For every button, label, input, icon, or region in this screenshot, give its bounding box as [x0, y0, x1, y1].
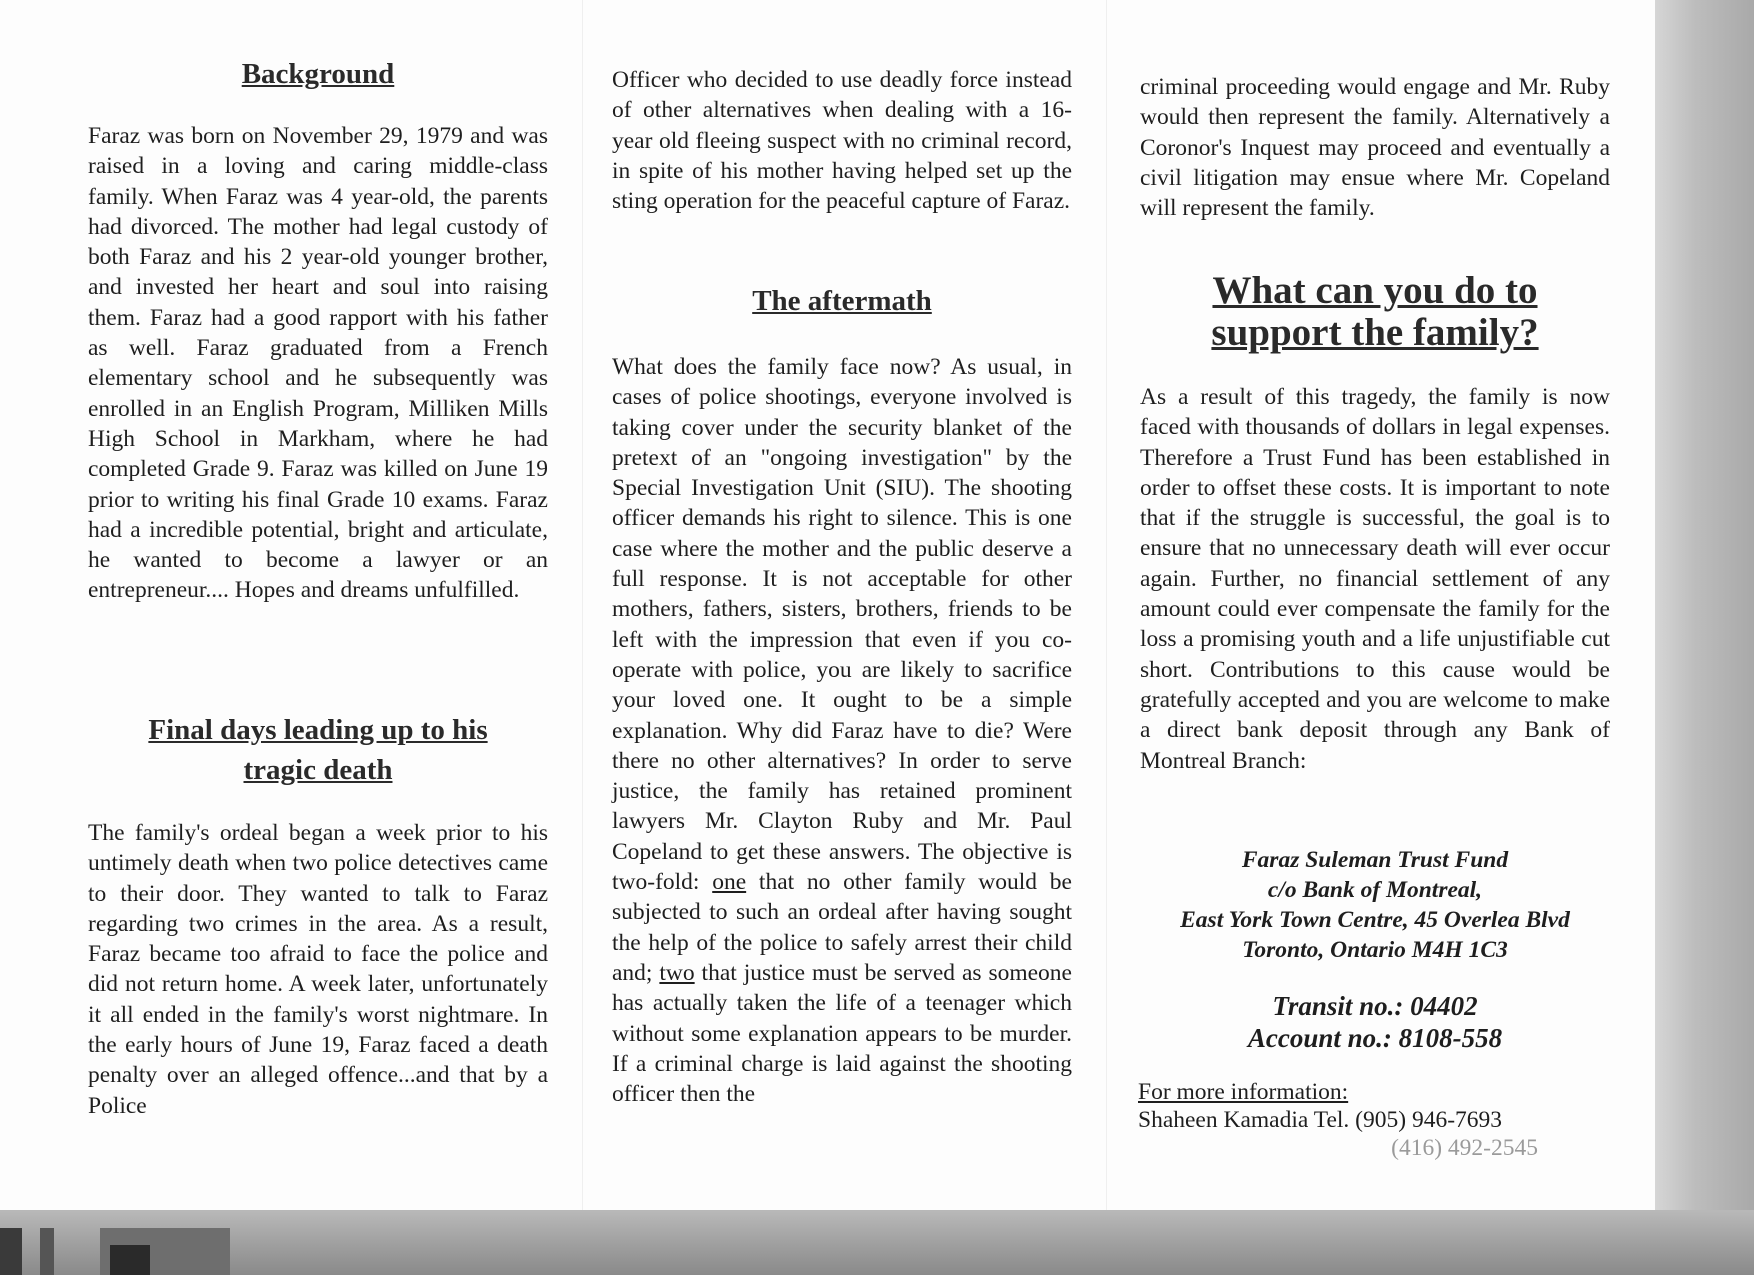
scanner-right-edge: [1655, 0, 1754, 1275]
support-heading-line2: support the family?: [1211, 311, 1539, 354]
contact-info: [1138, 1078, 1608, 1162]
continuation-paragraph-middle: Officer who decided to use deadly force instead of other alternatives when dealing with a 16-year old fleeing suspect with no criminal record, in spite of his mother having helped set up the sting operation for the peaceful capture of Faraz.: [612, 67, 1072, 215]
account-number: Account no.: 8108-558: [1247, 1023, 1503, 1053]
fund-city: Toronto, Ontario M4H 1C3: [1242, 937, 1508, 963]
underlined-word-one: one: [712, 869, 747, 896]
aftermath-paragraph: [612, 352, 1072, 1109]
fund-care-of: c/o Bank of Montreal,: [1267, 877, 1483, 903]
final-days-paragraph: The family's ordeal began a week prior to his untimely death when two police detectives came to their door. They wanted to talk to Faraz regarding two crimes in the area. As a result, Faraz became too afraid to face the police and did not return home. A week later, unfortunately it all ended in the family's worst nightmare. In the early hours of June 19, Faraz faced a death penalty over an alleged offence...and that by a Police: [88, 820, 548, 1119]
continuation-paragraph-right: criminal proceeding would engage and Mr. Ruby would then represent the family. Alternatively a Coronor's Inquest may proceed and eventually a civil litigation may ensue where Mr. Copeland will represent the family.: [1140, 74, 1610, 222]
support-heading: [1140, 270, 1610, 354]
contact-line: Shaheen Kamadia Tel. (905) 946-7693: [1138, 1107, 1503, 1133]
final-days-heading: [88, 710, 548, 790]
aftermath-text-c: that justice must be served as someone has actually taken the life of a teenager which without some explanation appears to be murder. If a criminal charge is laid against the shooting officer then the: [612, 959, 1072, 1108]
aftermath-heading: The aftermath: [752, 285, 932, 317]
fund-street: East York Town Centre, 45 Overlea Blvd: [1180, 907, 1570, 933]
scanner-clip-shadow: [0, 1228, 22, 1275]
aftermath-text-b: that no other family would be subjected to such an ordeal after having sought the help of the police to safely arrest their child and;: [612, 869, 1072, 986]
fold-line-left: [582, 0, 583, 1210]
bank-numbers: [1140, 990, 1610, 1054]
scanner-clip-shadow: [110, 1245, 150, 1275]
aftermath-text-a: What does the family face now? As usual, in cases of police shootings, everyone involved is taking cover under the security blanket of the pretext of an "ongoing investigation" by the Special Investigation Unit (SIU). The shooting officer demands his right to silence. This is one case where the mother and the public deserve a full response. It is not acceptable for other mothers, fathers, sisters, brothers, friends to be left with the impression that even if you co-operate with police, you are likely to sacrifice your loved one. It ought to be a simple explanation. Why did Faraz have to die? Were there no other alternatives? In order to serve justice, the family has retained prominent lawyers Mr. Clayton Ruby and Mr. Paul Copeland to get these answers. The objective is two-fold:: [612, 354, 1072, 896]
final-days-heading-line2: tragic death: [243, 754, 393, 786]
background-heading: Background: [241, 58, 395, 90]
contact-label: For more information:: [1138, 1079, 1349, 1105]
transit-number: Transit no.: 04402: [1272, 991, 1478, 1021]
trust-fund-address: [1140, 845, 1610, 965]
background-paragraph: Faraz was born on November 29, 1979 and was raised in a loving and caring middle-class family. When Faraz was 4 year-old, the parents had divorced. The mother had legal custody of both Faraz and his 2 year-old younger brother, and invested her heart and soul into raising them. Faraz had a good rapport with his father as well. Faraz graduated from a French elementary school and he subsequently was enrolled in an English Program, Milliken Mills High School in Markham, where he had completed Grade 9. Faraz was killed on June 19 prior to writing his final Grade 10 exams. Faraz had a incredible potential, bright and articulate, he wanted to become a lawyer or an entrepreneur.... Hopes and dreams unfulfilled.: [88, 123, 548, 604]
support-heading-line1: What can you do to: [1212, 269, 1538, 312]
fold-line-right: [1106, 0, 1107, 1210]
fund-name: Faraz Suleman Trust Fund: [1241, 847, 1509, 873]
final-days-heading-line1: Final days leading up to his: [148, 714, 488, 746]
scanner-bottom-edge: [0, 1210, 1754, 1275]
alternate-phone: (416) 492-2545: [1391, 1135, 1538, 1161]
support-paragraph: As a result of this tragedy, the family is now faced with thousands of dollars in legal expenses. Therefore a Trust Fund has been established in order to offset these costs. It is important to note that if the struggle is successful, the goal is to ensure that no unnecessary death will ever occur again. Further, no financial settlement of any amount could ever compensate the family for the loss a promising youth and a life unjustifiable cut short. Contributions to this cause would be gratefully accepted and you are welcome to make a direct bank deposit through any Bank of Montreal Branch:: [1140, 384, 1610, 774]
scanner-clip-shadow: [40, 1228, 54, 1275]
underlined-word-two: two: [659, 959, 695, 986]
